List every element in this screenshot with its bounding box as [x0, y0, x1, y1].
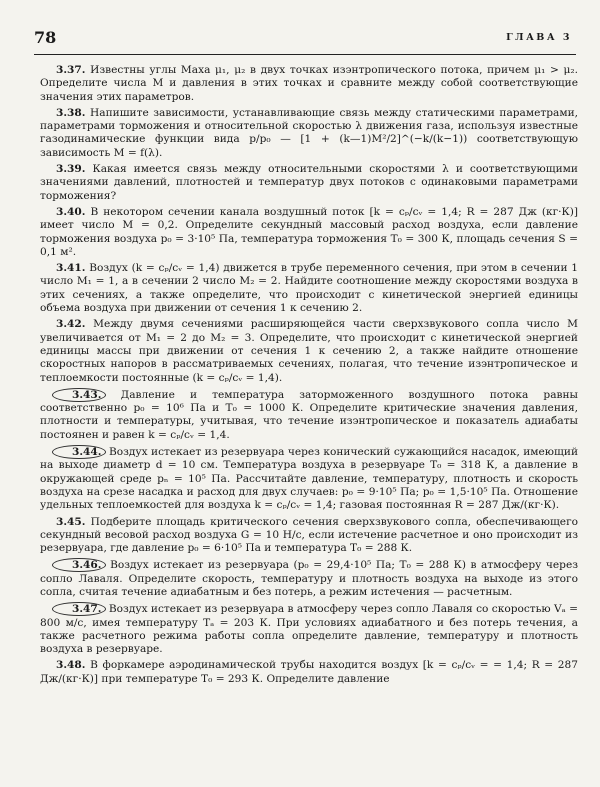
problem-3-42: [40, 318, 578, 384]
problem-list: [40, 64, 578, 689]
problem-number: 3.42.: [56, 318, 86, 331]
problem-3-38: [40, 107, 578, 160]
chapter-title: ГЛАВА 3: [506, 32, 572, 43]
problem-text: Давление и температура заторможенного воздушного потока равны соответственно p₀ = 10⁶ Па и T₀ = 1000 К. Определите критические значения давления, плотности и температуры, учитывая, что течение изэнтропическое и показатель адиабаты постоянен и равен k = cₚ/cᵥ = 1,4.: [40, 388, 578, 441]
problem-text: В форкамере аэродинамической трубы находится воздух [k = cₚ/cᵥ = = 1,4; R = 287 Дж/(кг·К)] при температуре T₀ = 293 К. Определите давление: [40, 659, 578, 685]
problem-3-37: [40, 64, 578, 104]
problem-number: 3.38.: [56, 106, 86, 119]
problem-3-41: [40, 262, 578, 315]
problem-number: 3.47.: [52, 602, 106, 616]
problem-number: 3.41.: [56, 262, 86, 275]
problem-number: 3.40.: [56, 205, 86, 218]
problem-3-40: [40, 206, 578, 259]
problem-number: 3.46.: [52, 558, 106, 572]
problem-3-48: [40, 659, 578, 686]
problem-number: 3.43.: [52, 388, 106, 402]
problem-3-45: [40, 516, 578, 556]
page-number: 78: [34, 28, 57, 47]
problem-text: В некотором сечении канала воздушный поток [k = cₚ/cᵥ = 1,4; R = 287 Дж (кг·К)] имеет число M = 0,2. Определите секундный массовый расход воздуха, если давление торможения воздуха p₀ = 3·10⁵ Па, температура торможения T₀ = 300 К, площадь сечения S = 0,1 м².: [40, 205, 578, 258]
page-header: [34, 28, 576, 55]
problem-text: Воздух истекает из резервуара через конический сужающийся насадок, имеющий на выходе диаметр d = 10 см. Температура воздуха в резервуаре T₀ = 318 К, а давление в окружающей среде pₙ = 10⁵ Па. Рассчитайте давление, температуру, плотность и скорость воздуха на срезе насадка и расход для двух случаев: p₀ = 9·10⁵ Па; p₀ = 1,5·10⁵ Па. Отношение удельных теплоемкостей для воздуха k = cₚ/cᵥ = 1,4; газовая постоянная R = 287 Дж/(кг·К).: [40, 446, 579, 512]
problem-text: Напишите зависимости, устанавливающие связь между статическими параметрами, параметрами торможения и относительной скоростью λ движения газа, используя известные газодинамические функции вида p/p₀ — [1 + (k—1)M²/2]^(−k/(k−1)) соответствующую зависимость M = f(λ).: [40, 106, 578, 159]
problem-text: Какая имеется связь между относительными скоростями λ и соответствующими значениями давлений, плотностей и температур двух потоков с одинаковыми параметрами торможения?: [40, 163, 578, 202]
problem-3-43: [40, 388, 578, 442]
problem-3-47: [40, 602, 578, 656]
problem-3-44: [40, 445, 578, 512]
problem-number: 3.48.: [56, 659, 86, 672]
problem-text: Между двумя сечениями расширяющейся части сверхзвукового сопла число M увеличивается от M₁ = 2 до M₂ = 3. Определите, что происходит с кинетической энергией единицы массы при движении от сечения 1 к сечению 2, а также найдите отношение скоростных напоров в рассматриваемых сечениях, полагая, что течение изэнтропическое и теплоемкости постоянные (k = cₚ/cᵥ = 1,4).: [40, 318, 579, 384]
problem-number: 3.44.: [52, 445, 106, 459]
problem-text: Известны углы Маха μ₁, μ₂ в двух точках изэнтропического потока, причем μ₁ > μ₂. Определите числа M и давления в этих точках и сравните между собой соответствующие значения этих параметров.: [40, 64, 578, 103]
problem-3-39: [40, 163, 578, 203]
problem-text: Воздух истекает из резервуара в атмосферу через сопло Лаваля со скоростью Vₐ = 800 м/с, имея температуру Tₐ = 203 К. При условиях адиабатного и без потерь течения, а также расчетного режима работы сопла определите давление, температуру и плотность воздуха в резервуаре.: [40, 603, 578, 656]
problem-number: 3.37.: [56, 64, 86, 76]
problem-text: Воздух (k = cₚ/cᵥ = 1,4) движется в трубе переменного сечения, при этом в сечении 1 число M₁ = 1, а в сечении 2 число M₂ = 2. Найдите соотношение между скоростями воздуха в этих сечениях, а также определите, что происходит с кинетической энергией единицы объема воздуха при движении от сечения 1 к сечению 2.: [40, 262, 578, 315]
problem-text: Подберите площадь критического сечения сверхзвукового сопла, обеспечивающего секундный весовой расход воздуха G = 10 Н/с, если истечение расчетное и оно происходит из резервуара, где давление p₀ = 6·10⁵ Па и температура T₀ = 288 К.: [40, 515, 578, 555]
problem-number: 3.45.: [56, 515, 86, 528]
problem-number: 3.39.: [56, 163, 86, 176]
problem-text: Воздух истекает из резервуара (p₀ = 29,4·10⁵ Па; T₀ = 288 К) в атмосферу через сопло Лаваля. Определите скорость, температуру и плотность воздуха на выходе из этого сопла, считая течение адиабатным и без потерь, а режим истечения — расчетным.: [40, 559, 578, 598]
problem-3-46: [40, 558, 578, 599]
